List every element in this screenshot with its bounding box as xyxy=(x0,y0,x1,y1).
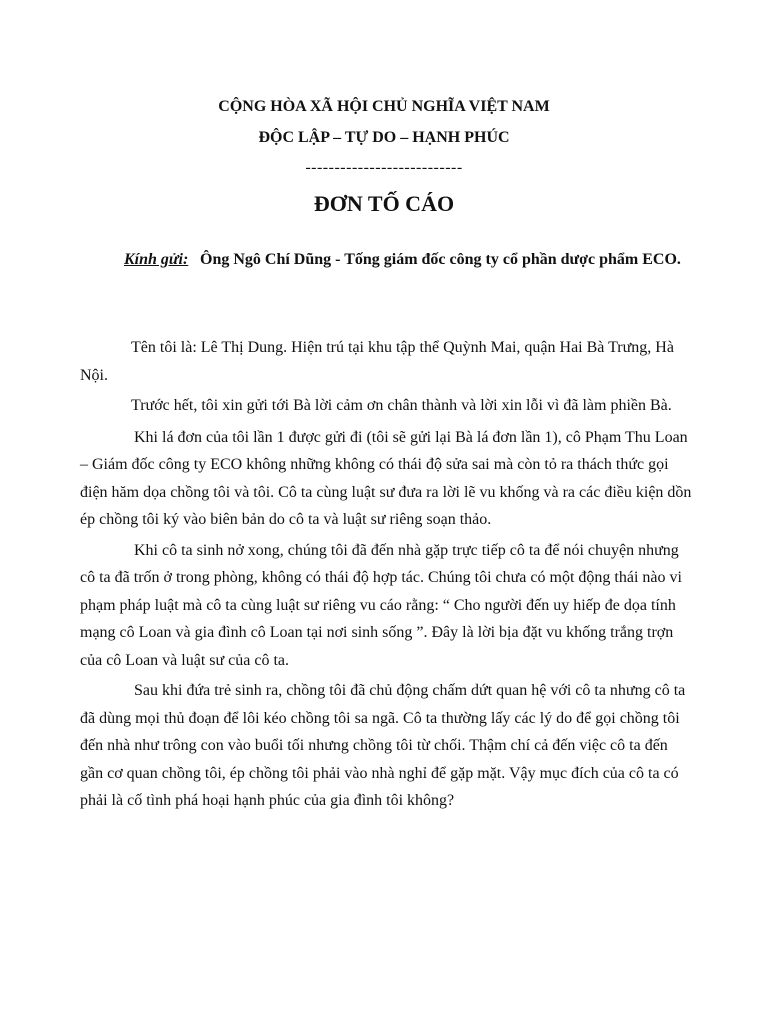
recipient-name: Ông Ngô Chí Dũng - Tống giám đốc công ty cổ phần dược phẩm ECO. xyxy=(200,251,681,268)
recipient-block xyxy=(124,250,684,270)
header-separator: --------------------------- xyxy=(305,159,463,176)
paragraph-identity: Tên tôi là: Lê Thị Dung. Hiện trú tại khu tập thể Quỳnh Mai, quận Hai Bà Trưng, Hà Nội. xyxy=(80,339,674,384)
paragraph-after-birth: Sau khi đứa trẻ sinh ra, chồng tôi đã chủ động chấm dứt quan hệ với cô ta nhưng cô ta đã dùng mọi thủ đoạn để lôi kéo chồng tôi sa ngã. Cô ta thường lấy các lý do để gọi chồng tôi đến nhà như trông con vào buổi tối nhưng chồng tôi từ chối. Thậm chí cả đến việc cô ta đến gần cơ quan chồng tôi, ép chồng tôi phải vào nhà nghỉ để gặp mặt. Vậy mục đích của cô ta có phải là cố tình phá hoại hạnh phúc của gia đình tôi không? xyxy=(80,682,686,809)
paragraph-visit: Khi cô ta sinh nở xong, chúng tôi đã đến nhà gặp trực tiếp cô ta để nói chuyện nhưng cô ta đã trốn ở trong phòng, không có thái độ hợp tác. Chúng tôi chưa có một động thái nào vi phạm pháp luật mà cô ta cùng luật sư riêng vu cáo rằng: “ Cho người đến uy hiếp đe dọa tính mạng cô Loan và gia đình cô Loan tại nơi sinh sống ”. Đây là lời bịa đặt vu khống trắng trợn của cô Loan và luật sư của cô ta. xyxy=(80,541,682,669)
national-title: CỘNG HÒA XÃ HỘI CHỦ NGHĨA VIỆT NAM xyxy=(218,98,550,115)
national-motto: ĐỘC LẬP – TỰ DO – HẠNH PHÚC xyxy=(258,129,510,146)
paragraph-first-letter: Khi lá đơn của tôi lần 1 được gửi đi (tôi sẽ gửi lại Bà lá đơn lần 1), cô Phạm Thu Loan – Giám đốc công ty ECO không những không có thái độ sửa sai mà còn tỏ ra thách thức gọi điện hăm dọa chồng tôi và tôi. Cô ta cùng luật sư đưa ra lời lẽ vu khống và ra các điều kiện dồn ép chồng tôi ký vào biên bản do cô ta và luật sư riêng soạn thảo. xyxy=(80,428,692,528)
document-title: ĐƠN TỐ CÁO xyxy=(313,191,455,216)
paragraph-greeting: Trước hết, tôi xin gửi tới Bà lời cảm ơn chân thành và lời xin lỗi vì đã làm phiền Bà. xyxy=(131,397,672,414)
recipient-label: Kính gửi: xyxy=(124,251,189,268)
document-body xyxy=(80,334,693,815)
